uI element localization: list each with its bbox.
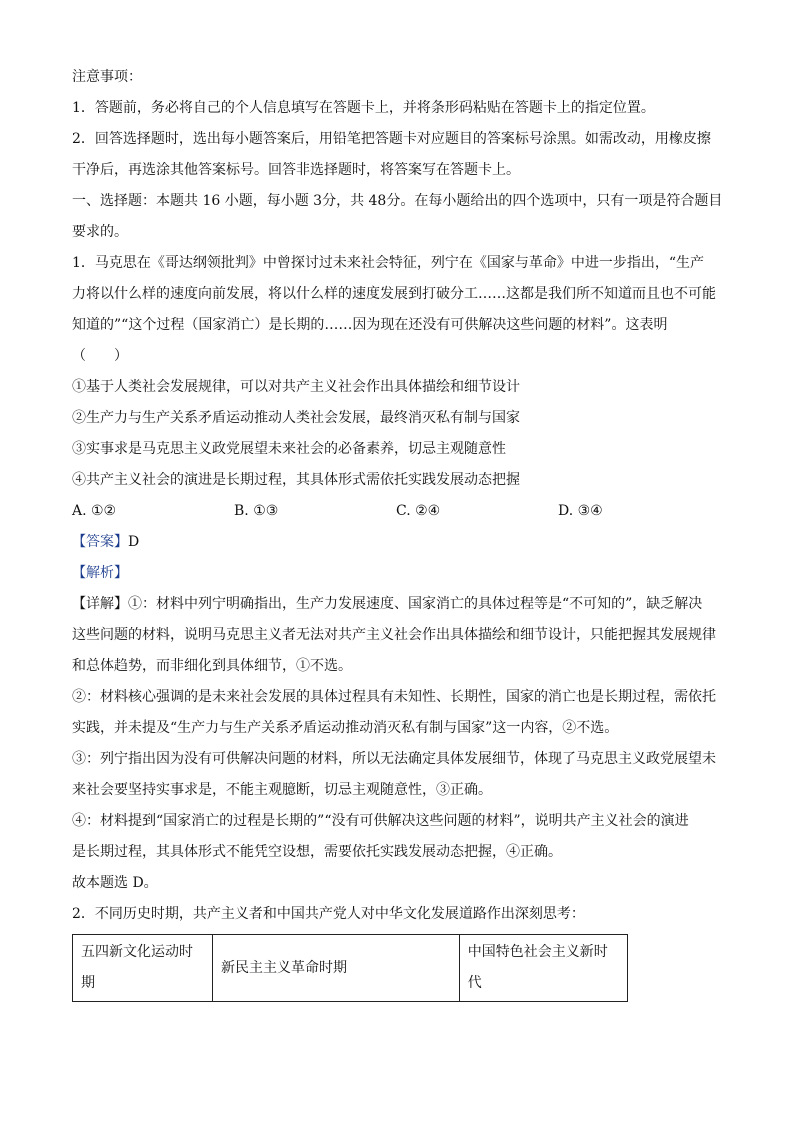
q1-stem-line-1: 1．马克思在《哥达纲领批判》中曾探讨过未来社会特征，列宁在《国家与革命》中进一步指出，“生产 [72, 255, 705, 271]
q1-stem-line-2: 力将以什么样的速度向前发展，将以什么样的速度发展到打破分工……这都是我们所不知道而且也不可能 [72, 286, 716, 302]
q1-detail-3-line-2: 来社会要坚持实事求是，不能主观臆断，切忌主观随意性，③正确。 [72, 782, 492, 798]
notice-title: 注意事项： [72, 69, 142, 85]
q1-analysis-tag [72, 558, 722, 589]
q1-conclusion: 故本题选 D。 [72, 875, 158, 891]
q1-statement-1: ①基于人类社会发展规律，可以对共产主义社会作出具体描绘和细节设计 [72, 379, 520, 395]
analysis-tag: 【解析】 [72, 565, 128, 581]
answer-tag: 【答案】 [72, 534, 128, 550]
cell-line: 五四新文化运动时 [81, 944, 193, 960]
q1-option-d: D. ③④ [558, 503, 603, 519]
table-row [73, 935, 628, 1002]
q1-detail-2-line-2: 实践，并未提及“生产力与生产关系矛盾运动推动消灭私有制与国家”这一内容，②不选。 [72, 720, 619, 736]
detail-tag: 【详解】 [72, 596, 128, 612]
q1-detail-line-1 [72, 589, 722, 620]
section-heading-line-1: 一、选择题：本题共 16 小题，每小题 3分，共 48分。在每小题给出的四个选项中，只有一项是符合题目 [72, 193, 723, 209]
document-page [72, 62, 722, 930]
q1-statement-3: ③实事求是马克思主义政党展望未来社会的必备素养，切忌主观随意性 [72, 441, 506, 457]
q1-statement-2: ②生产力与生产关系矛盾运动推动人类社会发展，最终消灭私有制与国家 [72, 410, 520, 426]
q1-statement-4: ④共产主义社会的演进是长期过程，其具体形式需依托实践发展动态把握 [72, 472, 520, 488]
answer-value: D [128, 534, 140, 550]
q1-option-c: C. ②④ [396, 503, 441, 519]
q1-detail-2-line-1: ②：材料核心强调的是未来社会发展的具体过程具有未知性、长期性，国家的消亡也是长期过程，需依托 [72, 689, 716, 705]
q1-detail-3-line-1: ③：列宁指出因为没有可供解决问题的材料，所以无法确定具体发展细节，体现了马克思主义政党展望未 [72, 751, 716, 767]
q1-detail-4-line-1: ④：材料提到“国家消亡的过程是长期的”“没有可供解决这些问题的材料”，说明共产主义社会的演进 [72, 813, 689, 829]
cell-line: 期 [81, 975, 95, 991]
q1-detail-4-line-2: 是长期过程，其具体形式不能凭空设想，需要依托实践发展动态把握，④正确。 [72, 844, 562, 860]
detail-1-text: ①：材料中列宁明确指出，生产力发展速度、国家消亡的具体过程等是“不可知的”，缺乏解决 [128, 596, 703, 612]
table-cell-period-1 [73, 935, 213, 1002]
notice-item-1: 1．答题前，务必将自己的个人信息填写在答题卡上，并将条形码粘贴在答题卡上的指定位置。 [72, 100, 655, 116]
q1-stem-line-3: 知道的”“这个过程（国家消亡）是长期的……因为现在还没有可供解决这些问题的材料”。这表明 [72, 317, 668, 333]
section-heading-line-2: 要求的。 [72, 224, 128, 240]
notice-item-2-line-1: 2．回答选择题时，选出每小题答案后，用铅笔把答题卡对应题目的答案标号涂黑。如需改动，用橡皮擦 [72, 131, 711, 147]
q1-answer-bracket: （ ） [72, 348, 128, 364]
q1-option-b: B. ①③ [234, 503, 279, 519]
q2-stem: 2．不同历史时期，共产主义者和中国共产党人对中华文化发展道路作出深刻思考： [72, 906, 585, 922]
q1-options [72, 496, 722, 527]
notice-item-2-line-2: 干净后，再选涂其他答案标号。回答非选择题时，将答案写在答题卡上。 [72, 162, 520, 178]
cell-line: 代 [467, 975, 482, 991]
q1-answer [72, 527, 722, 558]
table-cell-period-2: 新民主主义革命时期 [213, 935, 460, 1002]
q1-detail-line-3: 和总体趋势，而非细化到具体细节，①不选。 [72, 658, 352, 674]
cell-line: 中国特色社会主义新时 [467, 944, 608, 960]
table-cell-period-3 [459, 935, 627, 1002]
q1-detail-line-2: 这些问题的材料，说明马克思主义者无法对共产主义社会作出具体描绘和细节设计，只能把握其发展规律 [72, 627, 716, 643]
q2-table [72, 934, 628, 1002]
q1-option-a: A. ①② [72, 503, 117, 519]
